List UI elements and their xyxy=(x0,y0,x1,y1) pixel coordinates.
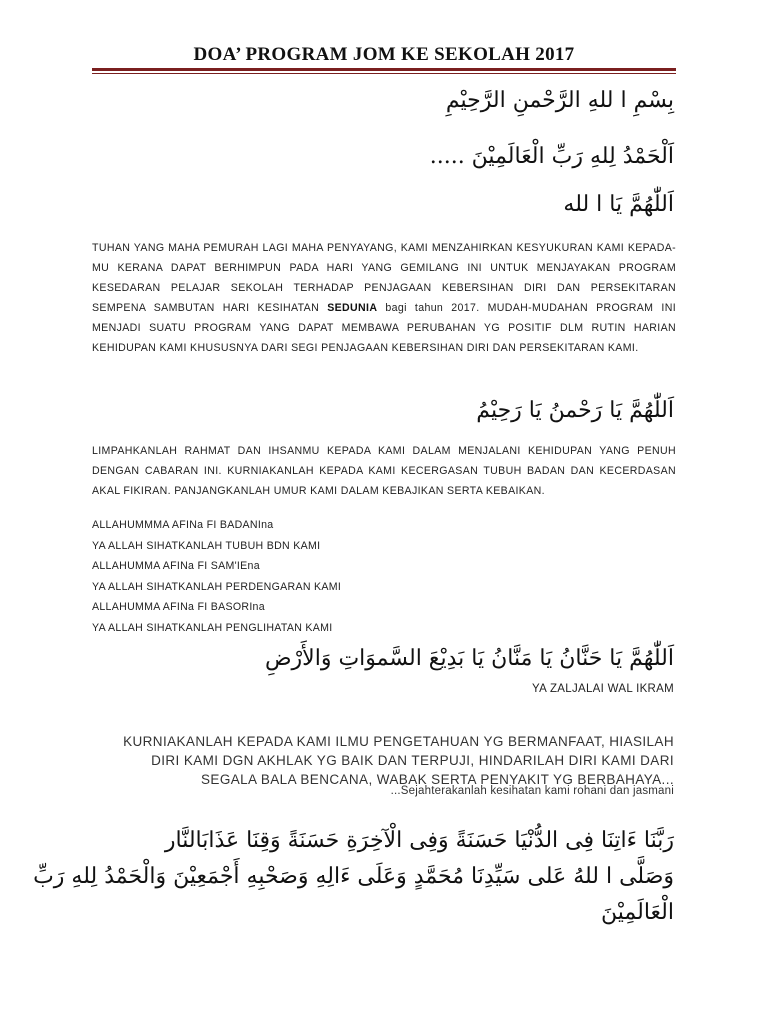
prayer-line: YA ALLAH SIHATKANLAH PERDENGARAN KAMI xyxy=(92,580,342,593)
arabic-hamdalah: اَلْحَمْدُ لِلهِ رَبِّ الْعَالَمِيْنَ ..... xyxy=(429,144,674,169)
arabic-closing-salawat: وَصَلَّى ا للهُ عَلى سَيِّدِنَا مُحَمَّدٍ وَعَلَى ءَالِهِ وَصَحْبِهِ أَجْمَعِيْنَ وَالْحَمْدُ لِلهِ رَبِّ xyxy=(33,864,674,889)
prayer-line: ALLAHUMMA AFINa FI BASORIna xyxy=(92,601,265,613)
paragraph-kurniakan-line: DIRI KAMI DGN AKHLAK YG BAIK DAN TERPUJI, HINDARILAH DIRI KAMI DARI xyxy=(151,753,674,768)
zaljalal-line: YA ZALJALAI WAL IKRAM xyxy=(532,683,674,695)
paragraph-limpahkan: LIMPAHKANLAH RAHMAT DAN IHSANMU KEPADA KAMI DALAM MENJALANI KEHIDUPAN YANG PENUH DENGAN CABARAN INI. KURNIAKANLAH KEPADA KAMI KECERGASAN TUBUH BADAN DAN KECERDASAN AKAL FIKIRAN. PANJANGKANLAH UMUR KAMI DALAM KEBAJIKAN SERTA KEBAIKAN. xyxy=(92,445,676,497)
title-rule-thin xyxy=(92,73,676,74)
arabic-ya-hannan: اَللّٰهُمَّ يَا حَنَّانُ يَا مَنَّانُ يَا بَدِيْعَ السَّموَاتِ وَالأَرْضِ xyxy=(264,646,674,671)
arabic-closing-alamin: الْعَالَمِيْنَ xyxy=(601,900,674,925)
paragraph-syukur-bold: SEDUNIA xyxy=(327,302,378,314)
arabic-closing-rabbana: رَبَّنَا ءَاتِنَا فِى الدُّنْيَا حَسَنَةً وَفِى الْآخِرَةِ حَسَنَةً وَقِنَا عَذَابَالنَّار xyxy=(164,828,674,853)
paragraph-kurniakan-line: SEGALA BALA BENCANA, WABAK SERTA PENYAKIT YG BERBAHAYA... xyxy=(201,772,674,787)
prayer-line: YA ALLAH SIHATKANLAH TUBUH BDN KAMI xyxy=(92,539,321,552)
arabic-allahumma: اَللّٰهُمَّ يَا ا لله xyxy=(563,192,674,217)
sejahtera-line: ...Sejahterakanlah kesihatan kami rohani dan jasmani xyxy=(390,785,674,797)
arabic-basmalah: بِسْمِ ا للهِ الرَّحْمنِ الرَّحِيْمِ xyxy=(445,88,674,113)
document-title: DOA’ PROGRAM JOM KE SEKOLAH 2017 xyxy=(193,44,575,65)
paragraph-syukur-text-1: TUHAN YANG MAHA PEMURAH LAGI MAHA PENYAYANG, KAMI MENZAHIRKAN KESYUKURAN KAMI KEPADA-MU KERANA DAPAT BERHIMPUN PADA HARI YANG GEMILANG INI UNTUK MENJAYAKAN PROGRAM KESEDARAN PELAJAR SEKOLAH TERHADAP PENJAGAAN KEBERSIHAN DIRI DAN PERSEKITARAN SEMPENA SAMBUTAN HARI KESIHATAN xyxy=(92,242,676,314)
prayer-line: ALLAHUMMMA AFINa FI BADANIna xyxy=(92,519,274,531)
paragraph-kurniakan xyxy=(90,732,674,789)
prayer-line: YA ALLAH SIHATKANLAH PENGLIHATAN KAMI xyxy=(92,621,333,634)
paragraph-kurniakan-line: KURNIAKANLAH KEPADA KAMI ILMU PENGETAHUAN YG BERMANFAAT, HIASILAH xyxy=(123,734,674,749)
title-rule-thick xyxy=(92,68,676,71)
paragraph-syukur xyxy=(92,238,676,358)
paragraph-syukur-text-2: bagi tahun 2017. MUDAH-MUDAHAN PROGRAM INI MENJADI SUATU PROGRAM YANG DAPAT MEMBAWA PERUBAHAN YG POSITIF DLM RUTIN HARIAN KEHIDUPAN KAMI KHUSUSNYA DARI SEGI PENJAGAAN KEBERSIHAN DIRI DAN PERSEKITARAN KAMI. xyxy=(92,302,676,354)
prayer-line: ALLAHUMMA AFINa FI SAM'IEna xyxy=(92,560,260,572)
arabic-ya-rahman: اَللّٰهُمَّ يَا رَحْمنُ يَا رَحِيْمُ xyxy=(476,398,674,423)
